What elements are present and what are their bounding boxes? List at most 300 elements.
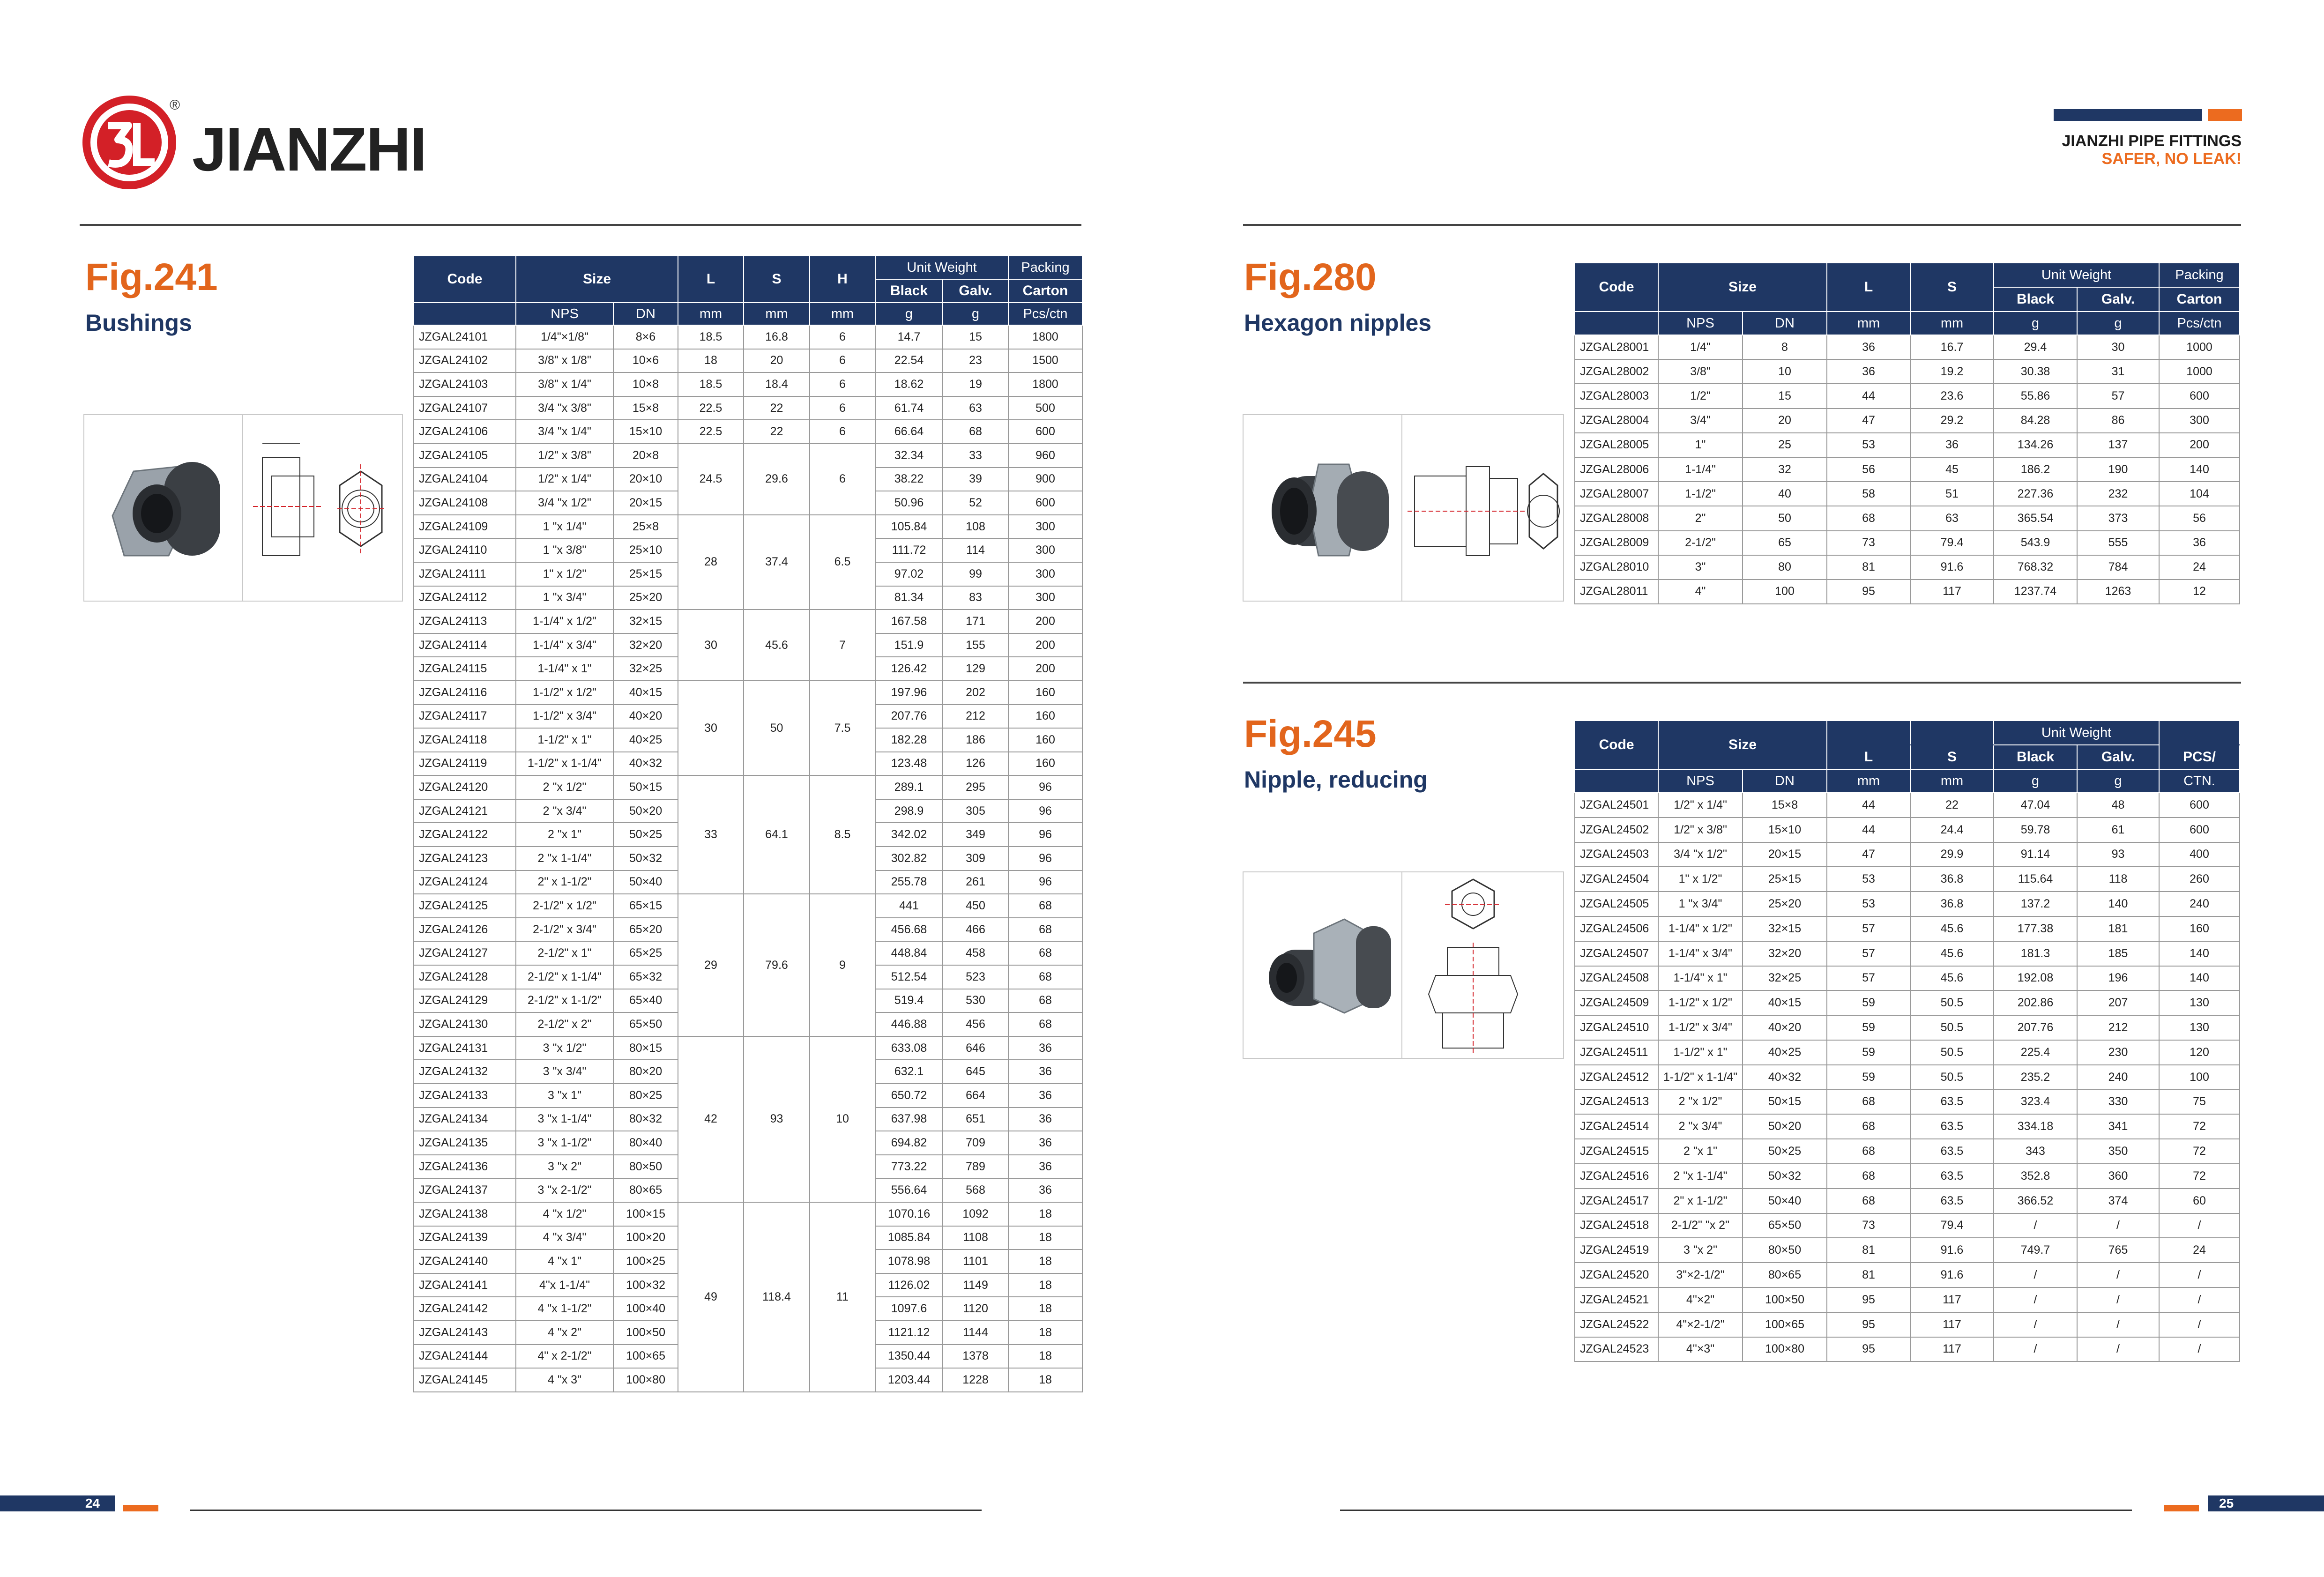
table-cell: 3 "x 2-1/2" bbox=[516, 1178, 613, 1202]
table-cell: 3 "x 3/4" bbox=[516, 1060, 613, 1084]
table-cell: 181 bbox=[2077, 916, 2159, 941]
table-cell: 298.9 bbox=[875, 799, 943, 823]
table-cell: 3/4" bbox=[1658, 409, 1743, 433]
table-cell: 185 bbox=[2077, 941, 2159, 966]
col-black: Black bbox=[1994, 287, 2077, 312]
table-cell: 22 bbox=[1910, 793, 1994, 818]
table-cell: 30 bbox=[2077, 335, 2159, 359]
table-cell: 37.4 bbox=[744, 515, 810, 610]
table-cell: 1378 bbox=[943, 1345, 1008, 1369]
table-cell: 20×15 bbox=[613, 491, 678, 515]
table-cell: JZGAL24104 bbox=[414, 468, 516, 491]
table-cell: JZGAL24502 bbox=[1575, 818, 1658, 842]
table-cell: 25×15 bbox=[613, 562, 678, 586]
table-cell: 50×15 bbox=[613, 775, 678, 799]
table-cell: 352.8 bbox=[1994, 1164, 2077, 1189]
table-cell: 4"×2" bbox=[1658, 1287, 1743, 1312]
table-cell: 600 bbox=[2159, 384, 2240, 408]
table-cell: JZGAL24119 bbox=[414, 752, 516, 776]
table-cell: 47.04 bbox=[1994, 793, 2077, 818]
table-cell: 3"×2-1/2" bbox=[1658, 1263, 1743, 1287]
table-cell: 72 bbox=[2159, 1114, 2240, 1139]
table-cell: 600 bbox=[1008, 420, 1082, 444]
table-cell: 1/2" x 3/8" bbox=[516, 444, 613, 468]
table-cell: JZGAL24518 bbox=[1575, 1213, 1658, 1238]
table-cell: 8.5 bbox=[810, 775, 875, 894]
col-galv: Galv. bbox=[943, 279, 1008, 303]
table-cell: 100×80 bbox=[1743, 1337, 1827, 1362]
table-cell: JZGAL28008 bbox=[1575, 506, 1658, 530]
table-cell: 295 bbox=[943, 775, 1008, 799]
table-cell: 80×15 bbox=[613, 1036, 678, 1060]
table-cell: JZGAL24142 bbox=[414, 1297, 516, 1321]
header-company: JIANZHI PIPE FITTINGS bbox=[2062, 132, 2242, 150]
table-cell: JZGAL28002 bbox=[1575, 359, 1658, 384]
table-cell: JZGAL24113 bbox=[414, 610, 516, 633]
table-cell: 68 bbox=[1008, 894, 1082, 918]
table-cell: 18 bbox=[678, 349, 744, 373]
unit-g: g bbox=[2077, 312, 2159, 335]
table-cell: 784 bbox=[2077, 555, 2159, 580]
jianzhi-logo-icon bbox=[80, 93, 183, 196]
col-code: Code bbox=[1575, 721, 1658, 769]
table-cell: / bbox=[2077, 1263, 2159, 1287]
table-cell: 7 bbox=[810, 610, 875, 681]
table-cell: 4 "x 1-1/2" bbox=[516, 1297, 613, 1321]
table-cell: 140 bbox=[2159, 966, 2240, 991]
table-cell: 65×15 bbox=[613, 894, 678, 918]
table-cell: 32×20 bbox=[613, 633, 678, 657]
fig280-table bbox=[1574, 262, 2240, 604]
table-cell: / bbox=[1994, 1263, 2077, 1287]
table-cell: 36 bbox=[1008, 1131, 1082, 1155]
table-cell: / bbox=[2159, 1287, 2240, 1312]
table-cell: 446.88 bbox=[875, 1012, 943, 1036]
table-cell: 30.38 bbox=[1994, 359, 2077, 384]
table-cell: 40×32 bbox=[613, 752, 678, 776]
table-cell: 260 bbox=[2159, 867, 2240, 892]
table-cell: JZGAL24101 bbox=[414, 325, 516, 349]
fig245-title: Fig.245 bbox=[1244, 713, 1377, 755]
bushing-drawing-icon bbox=[253, 443, 384, 556]
table-cell: 1-1/2" x 1/2" bbox=[1658, 990, 1743, 1015]
col-size: Size bbox=[516, 256, 678, 303]
table-row bbox=[1575, 531, 2240, 555]
table-cell: 765 bbox=[2077, 1238, 2159, 1263]
table-cell: 207.76 bbox=[875, 705, 943, 729]
table-cell: 177.38 bbox=[1994, 916, 2077, 941]
table-cell: 20×8 bbox=[613, 444, 678, 468]
table-cell: 80×25 bbox=[613, 1084, 678, 1108]
table-cell: 1-1/4" x 3/4" bbox=[516, 633, 613, 657]
table-cell: 44 bbox=[1827, 384, 1910, 408]
table-cell: 960 bbox=[1008, 444, 1082, 468]
table-cell: JZGAL24504 bbox=[1575, 867, 1658, 892]
footer-rule-left bbox=[190, 1510, 982, 1511]
table-cell: 709 bbox=[943, 1131, 1008, 1155]
table-cell: 1126.02 bbox=[875, 1273, 943, 1297]
table-cell: 48 bbox=[2077, 793, 2159, 818]
col-l: L bbox=[1827, 263, 1910, 312]
table-cell: JZGAL28003 bbox=[1575, 384, 1658, 408]
table-cell: 63 bbox=[943, 396, 1008, 420]
table-cell: 500 bbox=[1008, 396, 1082, 420]
table-cell: 650.72 bbox=[875, 1084, 943, 1108]
table-cell: 14.7 bbox=[875, 325, 943, 349]
table-cell: 72 bbox=[2159, 1164, 2240, 1189]
table-cell: 167.58 bbox=[875, 610, 943, 633]
table-cell: 3 "x 1/2" bbox=[516, 1036, 613, 1060]
table-cell: JZGAL24110 bbox=[414, 538, 516, 562]
table-cell: 23.6 bbox=[1910, 384, 1994, 408]
reducing-nipple-drawing-icon bbox=[1429, 879, 1518, 1053]
table-cell: 212 bbox=[2077, 1015, 2159, 1040]
table-cell: 2 "x 1" bbox=[1658, 1139, 1743, 1164]
table-cell: JZGAL24508 bbox=[1575, 966, 1658, 991]
hexagon-nipple-photo-icon bbox=[1272, 464, 1389, 556]
table-row bbox=[414, 1036, 1082, 1060]
table-cell: 2-1/2" bbox=[1658, 531, 1743, 555]
table-cell: 2-1/2" x 1-1/4" bbox=[516, 965, 613, 989]
table-cell: 16.8 bbox=[744, 325, 810, 349]
unit-mm: mm bbox=[1827, 769, 1910, 793]
table-cell: 50.5 bbox=[1910, 1040, 1994, 1065]
table-cell: / bbox=[1994, 1312, 2077, 1337]
table-cell: 1800 bbox=[1008, 325, 1082, 349]
table-cell: 555 bbox=[2077, 531, 2159, 555]
col-unit-weight: Unit Weight bbox=[875, 256, 1008, 279]
table-row bbox=[414, 1202, 1082, 1226]
table-cell: 47 bbox=[1827, 842, 1910, 867]
table-cell: / bbox=[2159, 1263, 2240, 1287]
table-cell: 59 bbox=[1827, 1040, 1910, 1065]
table-row bbox=[1575, 409, 2240, 433]
table-cell: 6 bbox=[810, 325, 875, 349]
table-cell: JZGAL24120 bbox=[414, 775, 516, 799]
table-cell: 200 bbox=[2159, 433, 2240, 457]
table-cell: 56 bbox=[2159, 506, 2240, 530]
table-cell: 32×25 bbox=[1743, 966, 1827, 991]
fig245-picture bbox=[1243, 871, 1564, 1059]
table-cell: 80×40 bbox=[613, 1131, 678, 1155]
table-row bbox=[1575, 1065, 2240, 1090]
table-cell: 36 bbox=[1008, 1108, 1082, 1131]
table-cell: 79.4 bbox=[1910, 1213, 1994, 1238]
table-cell: 105.84 bbox=[875, 515, 943, 539]
table-cell: 3/8" x 1/4" bbox=[516, 372, 613, 396]
table-cell: 15 bbox=[943, 325, 1008, 349]
table-cell: 1149 bbox=[943, 1273, 1008, 1297]
col-galv: Galv. bbox=[2077, 287, 2159, 312]
table-cell: 50 bbox=[744, 681, 810, 775]
col-pcs: PCS/ bbox=[2159, 745, 2240, 769]
table-cell: 1-1/4" x 1" bbox=[1658, 966, 1743, 991]
table-cell: 441 bbox=[875, 894, 943, 918]
col-s: S bbox=[744, 256, 810, 303]
table-cell: 126 bbox=[943, 752, 1008, 776]
table-row bbox=[1575, 384, 2240, 408]
table-row bbox=[1575, 1040, 2240, 1065]
table-cell: JZGAL24135 bbox=[414, 1131, 516, 1155]
table-cell: 100×32 bbox=[613, 1273, 678, 1297]
table-cell: 86 bbox=[2077, 409, 2159, 433]
table-cell: 65×25 bbox=[613, 941, 678, 965]
table-cell: 50 bbox=[1743, 506, 1827, 530]
table-cell: 400 bbox=[2159, 842, 2240, 867]
table-cell: 1500 bbox=[1008, 349, 1082, 373]
table-cell: 19 bbox=[943, 372, 1008, 396]
col-nps: NPS bbox=[516, 303, 613, 325]
col-unit-weight: Unit Weight bbox=[1994, 263, 2159, 287]
table-row bbox=[414, 444, 1082, 468]
fig241-subtitle: Bushings bbox=[85, 310, 192, 336]
table-cell: 45.6 bbox=[1910, 966, 1994, 991]
table-cell: 118 bbox=[2077, 867, 2159, 892]
table-cell: 79.4 bbox=[1910, 531, 1994, 555]
table-cell: 289.1 bbox=[875, 775, 943, 799]
table-cell: JZGAL24511 bbox=[1575, 1040, 1658, 1065]
unit-g: g bbox=[2077, 769, 2159, 793]
table-cell: 57 bbox=[1827, 941, 1910, 966]
table-cell: 637.98 bbox=[875, 1108, 943, 1131]
table-cell: 63.5 bbox=[1910, 1139, 1994, 1164]
table-cell: 1000 bbox=[2159, 335, 2240, 359]
table-cell: 15×10 bbox=[613, 420, 678, 444]
table-cell: 50.5 bbox=[1910, 990, 1994, 1015]
table-cell: 200 bbox=[1008, 657, 1082, 681]
table-cell: 53 bbox=[1827, 433, 1910, 457]
table-cell: 8×6 bbox=[613, 325, 678, 349]
table-cell: 104 bbox=[2159, 482, 2240, 506]
table-cell: 59 bbox=[1827, 1015, 1910, 1040]
table-cell: 24 bbox=[2159, 555, 2240, 580]
table-cell: 18.62 bbox=[875, 372, 943, 396]
table-cell: 1 "x 3/4" bbox=[516, 586, 613, 610]
table-cell: / bbox=[2077, 1213, 2159, 1238]
table-cell: 51 bbox=[1910, 482, 1994, 506]
table-row bbox=[1575, 941, 2240, 966]
table-cell: 18 bbox=[1008, 1345, 1082, 1369]
table-row bbox=[414, 349, 1082, 373]
table-cell: 1228 bbox=[943, 1368, 1008, 1392]
table-cell: 68 bbox=[943, 420, 1008, 444]
table-cell: 20×10 bbox=[613, 468, 678, 491]
table-cell: 200 bbox=[1008, 610, 1082, 633]
table-cell: 58 bbox=[1827, 482, 1910, 506]
table-cell: 39 bbox=[943, 468, 1008, 491]
table-cell: / bbox=[2077, 1287, 2159, 1312]
table-row bbox=[414, 325, 1082, 349]
table-cell: 44 bbox=[1827, 793, 1910, 818]
table-cell: 1-1/2" x 1-1/4" bbox=[516, 752, 613, 776]
table-row bbox=[414, 396, 1082, 420]
table-cell: 29.2 bbox=[1910, 409, 1994, 433]
table-cell: 73 bbox=[1827, 531, 1910, 555]
table-cell: 40×15 bbox=[1743, 990, 1827, 1015]
table-cell: JZGAL24503 bbox=[1575, 842, 1658, 867]
unit-g: g bbox=[1994, 312, 2077, 335]
table-cell: 160 bbox=[1008, 681, 1082, 705]
col-h: H bbox=[810, 256, 875, 303]
table-cell: JZGAL28004 bbox=[1575, 409, 1658, 433]
table-cell: 232 bbox=[2077, 482, 2159, 506]
table-cell: 50.5 bbox=[1910, 1015, 1994, 1040]
table-cell: JZGAL24112 bbox=[414, 586, 516, 610]
table-cell: 6 bbox=[810, 444, 875, 515]
table-cell: 68 bbox=[1827, 506, 1910, 530]
table-cell: 99 bbox=[943, 562, 1008, 586]
table-cell: 100×15 bbox=[613, 1202, 678, 1226]
table-cell: 300 bbox=[1008, 538, 1082, 562]
table-cell: 36 bbox=[1008, 1036, 1082, 1060]
table-cell: 4" x 2-1/2" bbox=[516, 1345, 613, 1369]
table-cell: 2-1/2" x 2" bbox=[516, 1012, 613, 1036]
table-row bbox=[1575, 990, 2240, 1015]
footer-flag-left bbox=[123, 1505, 158, 1511]
fig241-picture bbox=[83, 414, 403, 602]
table-cell: 1-1/2" x 1-1/4" bbox=[1658, 1065, 1743, 1090]
page-number-right: 25 bbox=[2219, 1496, 2234, 1510]
table-cell: 3/8" bbox=[1658, 359, 1743, 384]
table-cell: / bbox=[2077, 1337, 2159, 1362]
table-cell: 3 "x 1-1/2" bbox=[516, 1131, 613, 1155]
table-row bbox=[1575, 1139, 2240, 1164]
table-cell: 36 bbox=[1008, 1084, 1082, 1108]
table-cell: 52 bbox=[943, 491, 1008, 515]
table-cell: 32×15 bbox=[1743, 916, 1827, 941]
table-cell: JZGAL24145 bbox=[414, 1368, 516, 1392]
table-cell: JZGAL24516 bbox=[1575, 1164, 1658, 1189]
unit-pcs: Pcs/ctn bbox=[2159, 312, 2240, 335]
table-row bbox=[1575, 335, 2240, 359]
table-cell: JZGAL24134 bbox=[414, 1108, 516, 1131]
table-cell: 1/2" x 3/8" bbox=[1658, 818, 1743, 842]
table-cell: 519.4 bbox=[875, 989, 943, 1013]
table-cell: 18 bbox=[1008, 1321, 1082, 1345]
unit-mm: mm bbox=[744, 303, 810, 325]
table-cell: 10×6 bbox=[613, 349, 678, 373]
table-cell: 123.48 bbox=[875, 752, 943, 776]
table-cell: 44 bbox=[1827, 818, 1910, 842]
table-cell: 2 "x 3/4" bbox=[1658, 1114, 1743, 1139]
table-cell: 3 "x 2" bbox=[1658, 1238, 1743, 1263]
table-cell: 68 bbox=[1008, 965, 1082, 989]
table-cell: 16.7 bbox=[1910, 335, 1994, 359]
table-cell: 212 bbox=[943, 705, 1008, 729]
table-cell: 1144 bbox=[943, 1321, 1008, 1345]
table-cell: 186.2 bbox=[1994, 457, 2077, 482]
table-cell: 6 bbox=[810, 396, 875, 420]
table-row bbox=[414, 420, 1082, 444]
table-cell: 200 bbox=[1008, 633, 1082, 657]
table-row bbox=[1575, 916, 2240, 941]
table-row bbox=[1575, 1090, 2240, 1115]
fig280-subtitle: Hexagon nipples bbox=[1244, 310, 1432, 336]
table-row bbox=[1575, 359, 2240, 384]
table-cell: 36 bbox=[1827, 335, 1910, 359]
table-row bbox=[414, 681, 1082, 705]
table-cell: 45 bbox=[1910, 457, 1994, 482]
table-cell: 100×40 bbox=[613, 1297, 678, 1321]
table-cell: / bbox=[1994, 1213, 2077, 1238]
table-cell: 22 bbox=[744, 396, 810, 420]
table-cell: 18.4 bbox=[744, 372, 810, 396]
table-cell: JZGAL24143 bbox=[414, 1321, 516, 1345]
table-cell: 2-1/2" "x 2" bbox=[1658, 1213, 1743, 1238]
table-cell: JZGAL24523 bbox=[1575, 1337, 1658, 1362]
table-row bbox=[414, 894, 1082, 918]
col-carton: Carton bbox=[1008, 279, 1082, 303]
footer-rule-right bbox=[1340, 1510, 2132, 1511]
table-cell: JZGAL24103 bbox=[414, 372, 516, 396]
table-cell: 196 bbox=[2077, 966, 2159, 991]
table-cell: JZGAL24141 bbox=[414, 1273, 516, 1297]
table-cell: 7.5 bbox=[810, 681, 875, 775]
table-cell: 1092 bbox=[943, 1202, 1008, 1226]
table-cell: 1-1/4" x 3/4" bbox=[1658, 941, 1743, 966]
table-cell: 323.4 bbox=[1994, 1090, 2077, 1115]
table-cell: JZGAL24513 bbox=[1575, 1090, 1658, 1115]
col-carton: Carton bbox=[2159, 287, 2240, 312]
table-cell: 57 bbox=[2077, 384, 2159, 408]
header-slogan: SAFER, NO LEAK! bbox=[2101, 150, 2242, 168]
table-cell: 456.68 bbox=[875, 918, 943, 942]
table-cell: 33 bbox=[678, 775, 744, 894]
top-rule-right bbox=[1243, 224, 2241, 226]
table-cell: 25×20 bbox=[613, 586, 678, 610]
table-cell: 96 bbox=[1008, 870, 1082, 894]
table-row bbox=[1575, 482, 2240, 506]
table-cell: 646 bbox=[943, 1036, 1008, 1060]
table-cell: 230 bbox=[2077, 1040, 2159, 1065]
table-cell: 68 bbox=[1008, 1012, 1082, 1036]
table-cell: 29 bbox=[678, 894, 744, 1036]
table-cell: JZGAL24505 bbox=[1575, 892, 1658, 916]
table-cell: 1263 bbox=[2077, 580, 2159, 604]
table-cell: 568 bbox=[943, 1178, 1008, 1202]
table-cell: 80×20 bbox=[613, 1060, 678, 1084]
table-cell: 1070.16 bbox=[875, 1202, 943, 1226]
table-cell: JZGAL24140 bbox=[414, 1250, 516, 1273]
table-cell: JZGAL24131 bbox=[414, 1036, 516, 1060]
table-cell: 600 bbox=[2159, 818, 2240, 842]
table-cell: 300 bbox=[1008, 562, 1082, 586]
table-cell: 1 "x 3/4" bbox=[1658, 892, 1743, 916]
table-row bbox=[1575, 1164, 2240, 1189]
table-cell: 15×8 bbox=[1743, 793, 1827, 818]
table-cell: 2" x 1-1/2" bbox=[516, 870, 613, 894]
table-cell: 2-1/2" x 3/4" bbox=[516, 918, 613, 942]
fig241-title: Fig.241 bbox=[85, 256, 218, 298]
table-cell: 50×20 bbox=[613, 799, 678, 823]
table-cell: 115.64 bbox=[1994, 867, 2077, 892]
col-black: Black bbox=[875, 279, 943, 303]
table-cell: 18 bbox=[1008, 1297, 1082, 1321]
table-cell: 2 "x 1-1/4" bbox=[1658, 1164, 1743, 1189]
table-cell: JZGAL24107 bbox=[414, 396, 516, 420]
header-bar-navy bbox=[2054, 109, 2202, 121]
table-cell: 25×15 bbox=[1743, 867, 1827, 892]
table-cell: 129 bbox=[943, 657, 1008, 681]
table-cell: 10 bbox=[1743, 359, 1827, 384]
table-cell: 140 bbox=[2159, 457, 2240, 482]
table-cell: 1 "x 1/4" bbox=[516, 515, 613, 539]
table-cell: 100×50 bbox=[613, 1321, 678, 1345]
table-cell: JZGAL24114 bbox=[414, 633, 516, 657]
table-cell: 53 bbox=[1827, 892, 1910, 916]
table-cell: JZGAL24506 bbox=[1575, 916, 1658, 941]
table-cell: 300 bbox=[2159, 409, 2240, 433]
